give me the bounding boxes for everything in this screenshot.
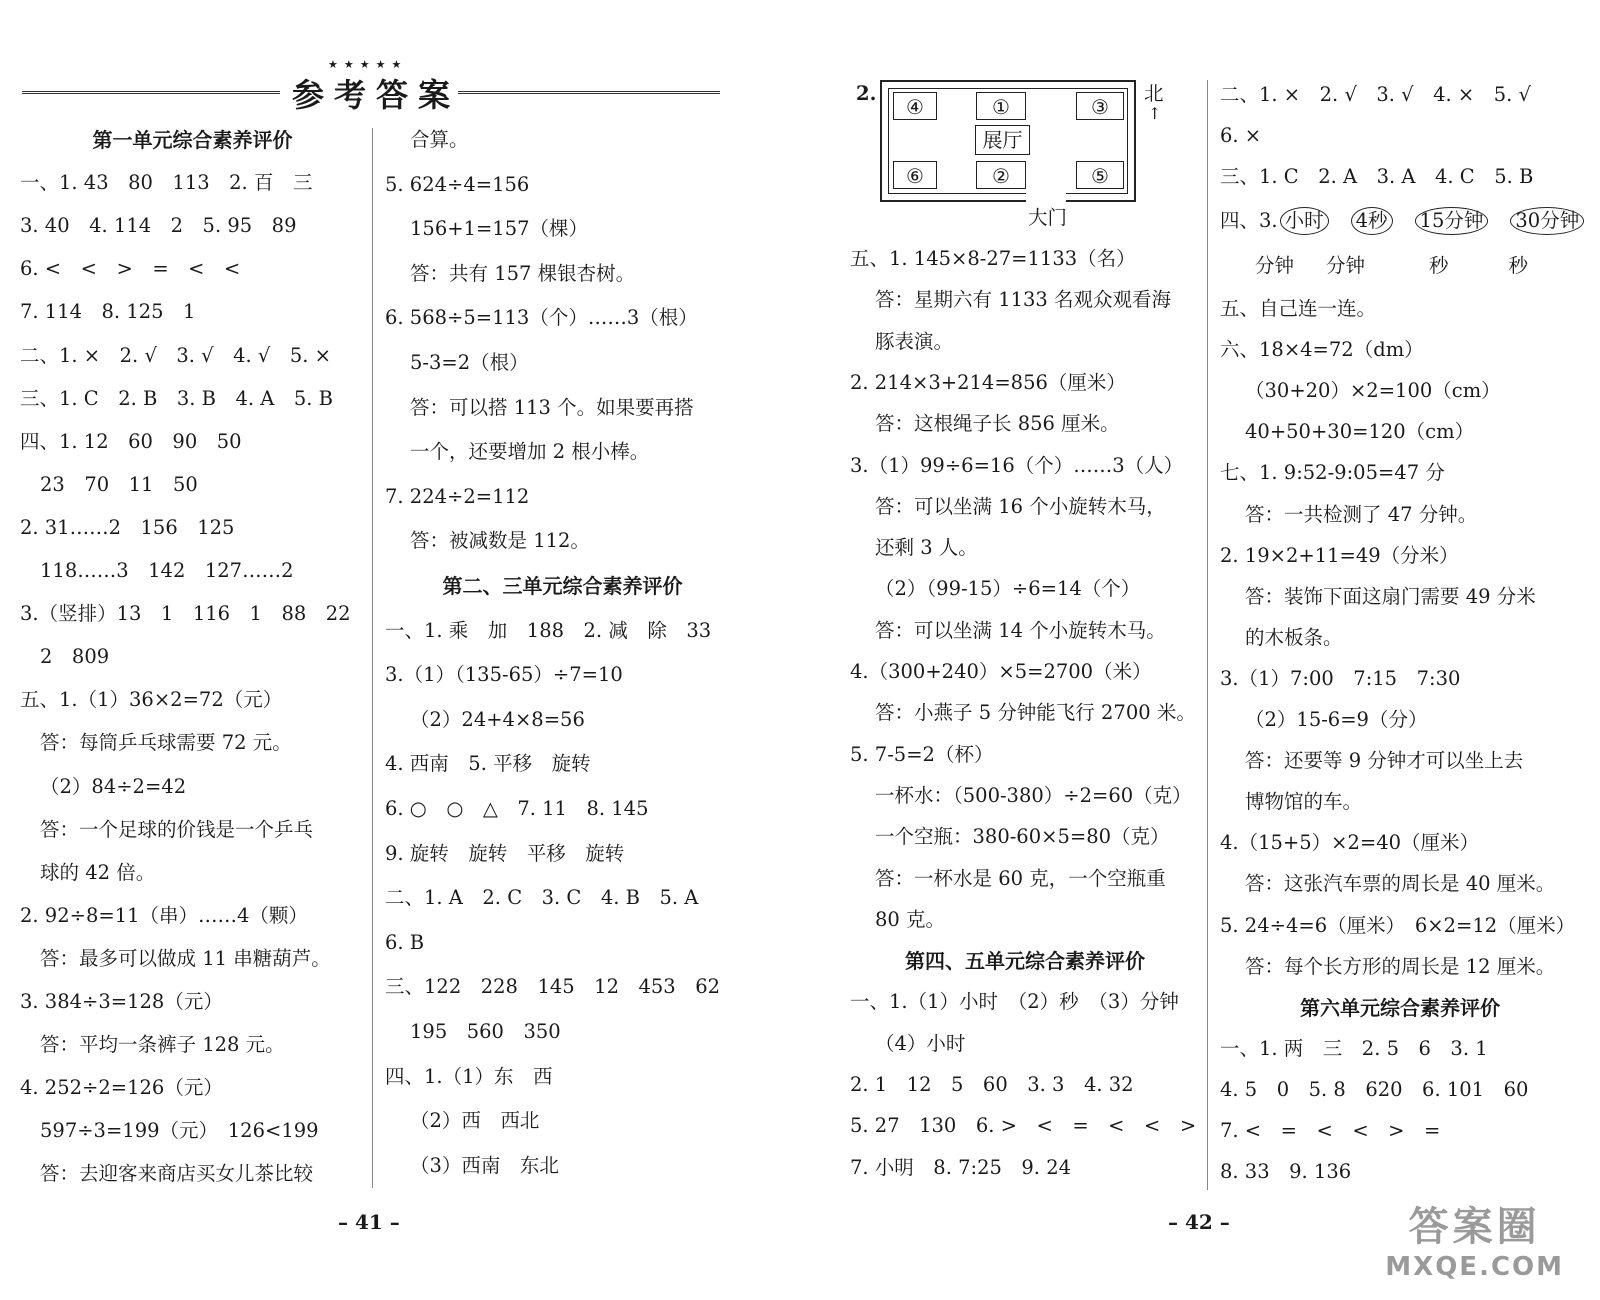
title-rule-left	[22, 91, 280, 94]
section-heading: 第六单元综合素养评价	[1300, 995, 1500, 1020]
answer-line: 一、1. 两 三 2. 5 6 3. 1	[1220, 1036, 1488, 1060]
answer-line: 80 克。	[875, 907, 946, 931]
answer-line: 6. ○ ○ △ 7. 11 8. 145	[385, 797, 649, 820]
answer-line: 三、122 228 145 12 453 62	[385, 975, 721, 999]
column-divider-right	[1207, 80, 1208, 1190]
answer-line: 答：装饰下面这扇门需要 49 分米	[1245, 584, 1536, 608]
answer-line: 4.（300+240）×5=2700（米）	[850, 660, 1152, 683]
answer-line: 四、1. 12 60 90 50	[20, 429, 242, 453]
answer-line: 一杯水：（500-380）÷2=60（克）	[875, 783, 1192, 807]
answer-line: 2. 214×3+214=856（厘米）	[850, 370, 1126, 394]
answer-line: 答：可以坐满 16 个小旋转木马，	[875, 494, 1166, 518]
answer-line: 7. < = < < > =	[1220, 1119, 1441, 1142]
answer-line: 597÷3=199（元） 126<199	[40, 1119, 319, 1143]
room-4: ④	[893, 92, 937, 120]
answer-line: 3.（1）99÷6=16（个）……3（人）	[850, 453, 1184, 477]
answer-line: 五、1.（1）36×2=72（元）	[20, 688, 283, 712]
unit-word: 分钟	[1326, 254, 1366, 277]
answer-line: 答：最多可以做成 11 串糖葫芦。	[40, 946, 331, 970]
answer-line: 三、1. C 2. B 3. B 4. A 5. B	[20, 386, 334, 410]
room-6: ⑥	[893, 161, 937, 189]
answer-line: 答：星期六有 1133 名观众观看海	[875, 288, 1172, 312]
answer-line: 二、1. × 2. √ 3. √ 4. √ 5. ×	[20, 343, 331, 367]
unit-word: 秒	[1508, 254, 1529, 277]
answer-line: （30+20）×2=100（cm）	[1245, 379, 1501, 403]
answer-line: 答：这根绳子长 856 厘米。	[875, 412, 1120, 436]
answer-line: 答：被减数是 112。	[410, 529, 590, 553]
answer-line: 答：一杯水是 60 克，一个空瓶重	[875, 866, 1166, 890]
answer-line: 4. 252÷2=126（元）	[20, 1076, 223, 1100]
answer-line: 答：可以坐满 14 个小旋转木马。	[875, 618, 1166, 642]
answer-line: 5. 624÷4=156	[385, 172, 530, 196]
answer-line: 2. 92÷8=11（串）……4（颗）	[20, 903, 308, 927]
answer-line: 五、自己连一连。	[1220, 297, 1377, 320]
unit-word: 秒	[1429, 254, 1449, 277]
north-label: 北	[1144, 82, 1164, 105]
answer-line-units	[1255, 252, 1528, 280]
unit-word: 分钟	[1255, 254, 1295, 277]
room-1: ①	[976, 92, 1026, 120]
answer-line: 6. 568÷5=113（个）……3（根）	[385, 306, 698, 330]
answer-line: 一、1.（1）小时 （2）秒 （3）分钟	[850, 990, 1179, 1014]
answer-line: 四、1.（1）东 西	[385, 1064, 553, 1088]
answer-line: 40+50+30=120（cm）	[1245, 420, 1475, 444]
answer-line: 3.（1）7:00 7:15 7:30	[1220, 666, 1461, 690]
answer-line: 答：共有 157 棵银杏树。	[410, 261, 636, 285]
answer-line: 23 70 11 50	[40, 472, 198, 496]
answer-line: 五、1. 145×8-27=1133（名）	[850, 247, 1136, 270]
page-number-right: – 42 –	[1168, 1210, 1230, 1234]
answer-line: 5. 7-5=2（杯）	[850, 742, 994, 766]
answer-line: 球的 42 倍。	[40, 860, 156, 884]
answer-line: 六、18×4=72（dm）	[1220, 338, 1424, 362]
answer-line: 4. 西南 5. 平移 旋转	[385, 752, 591, 776]
answer-prefix: 四、3.	[1220, 209, 1278, 232]
answer-line: 6. < < > = < <	[20, 257, 241, 281]
answer-line: 3. 384÷3=128（元）	[20, 990, 223, 1013]
answer-line: 一个，还要增加 2 根小棒。	[410, 440, 650, 464]
answer-line: 5. 24÷4=6（厘米） 6×2=12（厘米）	[1220, 913, 1576, 937]
section-heading: 第四、五单元综合素养评价	[905, 949, 1145, 974]
north-arrow-icon: ↑	[1148, 104, 1162, 123]
answer-line: （2）15-6=9（分）	[1245, 708, 1428, 731]
watermark-url: MXQE.COM	[1385, 1252, 1564, 1282]
answer-line: 七、1. 9:52-9:05=47 分	[1220, 461, 1445, 485]
section-heading: 第二、三单元综合素养评价	[442, 574, 683, 598]
answer-line: 答：这张汽车票的周长是 40 厘米。	[1245, 872, 1556, 896]
answer-line: 答：每筒乒乓球需要 72 元。	[40, 731, 292, 755]
answer-line: 7. 114 8. 125 1	[20, 300, 196, 324]
answer-line: （2）西 西北	[410, 1109, 540, 1133]
answer-line: （3）西南 东北	[410, 1153, 559, 1177]
answer-line: 答：小燕子 5 分钟能飞行 2700 米。	[875, 701, 1196, 725]
answer-line: 一、1. 乘 加 188 2. 减 除 33	[385, 618, 712, 642]
circled-unit: 4秒	[1351, 207, 1393, 235]
answer-line: 二、1. × 2. √ 3. √ 4. × 5. √	[1220, 83, 1531, 106]
circled-unit: 15分钟	[1415, 207, 1489, 235]
answer-line: 答：还要等 9 分钟才可以坐上去	[1245, 749, 1524, 773]
title-stars: ★★★★★	[328, 58, 408, 71]
answer-line: 一、1. 43 80 113 2. 百 三	[20, 171, 313, 195]
answer-line: 三、1. C 2. A 3. A 4. C 5. B	[1220, 165, 1534, 188]
answer-line: 2. 31……2 156 125	[20, 515, 235, 539]
answer-line: 6. ×	[1220, 124, 1262, 147]
answer-line: 195 560 350	[410, 1020, 561, 1043]
watermark-logo	[1385, 1195, 1564, 1282]
page-title: 参考答案	[292, 76, 461, 114]
answer-line: 7. 小明 8. 7:25 9. 24	[850, 1155, 1072, 1179]
answer-line: 合算。	[410, 128, 469, 151]
answer-line: 5. 27 130 6. > < = < < >	[850, 1114, 1197, 1138]
door-gap	[1026, 190, 1066, 204]
diagram-label: 2.	[856, 82, 877, 105]
room-5: ⑤	[1076, 161, 1124, 189]
answer-line: 4. 5 0 5. 8 620 6. 101 60	[1220, 1077, 1529, 1101]
page-number-left: – 41 –	[338, 1210, 400, 1234]
answer-line: （2）84÷2=42	[40, 774, 187, 798]
answer-line-circled-units	[1220, 207, 1584, 235]
answer-line: 一个空瓶：380-60×5=80（克）	[875, 825, 1170, 849]
answer-line: 的木板条。	[1245, 625, 1343, 649]
answer-line: 3.（竖排）13 1 116 1 88 22	[20, 602, 351, 626]
answer-line: （2）24+4×8=56	[410, 707, 585, 731]
answer-line: 二、1. A 2. C 3. C 4. B 5. A	[385, 886, 699, 910]
column-divider-left	[372, 128, 373, 1188]
answer-line: 答：去迎客来商店买女儿茶比较	[40, 1162, 314, 1186]
answer-line: 博物馆的车。	[1245, 790, 1363, 814]
answer-line: 6. B	[385, 930, 425, 954]
answer-line: 还剩 3 人。	[875, 536, 978, 560]
room-2: ②	[976, 161, 1026, 189]
answer-line: 3. 40 4. 114 2 5. 95 89	[20, 214, 297, 238]
answer-line: 答：平均一条裤子 128 元。	[40, 1033, 285, 1057]
answer-line: 2 809	[40, 645, 110, 669]
answer-line: 9. 旋转 旋转 平移 旋转	[385, 841, 625, 865]
answer-line: 118……3 142 127……2	[40, 559, 294, 582]
answer-line: 8. 33 9. 136	[1220, 1160, 1352, 1184]
answer-line: 4.（15+5）×2=40（厘米）	[1220, 831, 1480, 855]
answer-line: 答：可以搭 113 个。如果要再搭	[410, 395, 694, 419]
circled-unit: 小时	[1280, 207, 1329, 235]
room-3: ③	[1076, 92, 1124, 120]
answer-line: 7. 224÷2=112	[385, 484, 530, 508]
answer-line: 2. 1 12 5 60 3. 3 4. 32	[850, 1073, 1134, 1096]
exhibition-hall: 展厅	[975, 125, 1030, 155]
answer-line: 答：一共检测了 47 分钟。	[1245, 502, 1478, 526]
answer-line: （2）（99-15）÷6=14（个）	[875, 577, 1141, 601]
answer-line: 豚表演。	[875, 329, 954, 353]
answer-line: （4）小时	[875, 1031, 966, 1055]
answer-line: 答：一个足球的价钱是一个乒乓	[40, 817, 314, 841]
answer-line: 156+1=157（棵）	[410, 217, 589, 241]
answer-line: 答：每个长方形的周长是 12 厘米。	[1245, 954, 1556, 978]
circled-unit: 30分钟	[1510, 207, 1584, 235]
section-heading: 第一单元综合素养评价	[92, 128, 293, 152]
title-rule-right	[458, 91, 720, 94]
main-door-label: 大门	[1028, 206, 1068, 229]
answer-line: 3.（1）（135-65）÷7=10	[385, 663, 623, 687]
answer-line: 5-3=2（根）	[410, 351, 529, 374]
answer-line: 2. 19×2+11=49（分米）	[1220, 543, 1459, 567]
watermark-text: 答案圈	[1408, 1204, 1541, 1250]
